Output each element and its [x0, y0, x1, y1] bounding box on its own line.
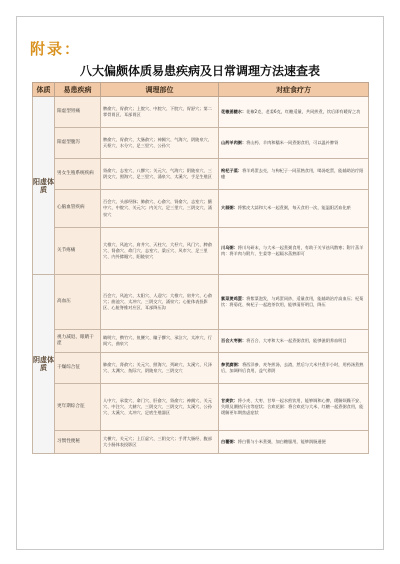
- therapy-cell: [219, 128, 369, 159]
- constitution-cell: 阳虚体质: [33, 97, 55, 275]
- therapy-cell: [219, 384, 369, 431]
- therapy-cell: [219, 353, 369, 384]
- therapy-text: 将羊鸡蛋去壳，与枸杞子一同蒸熟食用，喝汤吃蛋，能辅助治疗阳痿: [221, 167, 364, 179]
- disease-cell: 习惯性便秘: [55, 431, 101, 454]
- table-row: [33, 431, 369, 454]
- quick-reference-table: [32, 82, 369, 454]
- therapy-text: 将西洋参、麦冬煎汤，去渣，然后与大米共煮半小时，用药汤煮熟后，加调料后食用，益气养阴: [221, 361, 364, 373]
- points-cell: 脾俞穴、胃俞穴；上脘穴、中脘穴、下脘穴、胃舒穴；第二掌骨胃区、耳部胃区: [101, 97, 219, 128]
- points-cell: 睛明穴、攒竹穴、鱼腰穴、瞳子髎穴、承泣穴、太冲穴、行间穴、曲泉穴: [101, 330, 219, 353]
- therapy-name: 甘麦饮：: [221, 397, 238, 403]
- table-row: [33, 330, 369, 353]
- therapy-name: 参芪腐粥：: [221, 361, 242, 367]
- disease-cell: 男女生殖系统疾病: [55, 159, 101, 190]
- points-cell: 人中穴、承浆穴、命门穴、肝俞穴、肾俞穴；神阙穴、关元穴、中注穴、大赫穴、三阴交穴、三阴交穴、太溪穴、公孙穴、太溪穴、太冲穴、足底生殖器区: [101, 384, 219, 431]
- points-cell: 肺俞穴、肾俞穴；关元穴、照海穴、列缺穴、太溪穴、尺泽穴、太渊穴、鱼际穴、阴陵泉穴、三阴交穴: [101, 353, 219, 384]
- disease-cell: 阳虚型腹泻: [55, 128, 101, 159]
- therapy-cell: [219, 330, 369, 353]
- points-cell: 大横穴、关元穴；上巨虚穴、三阴交穴；手背大肠经、腹部大小肠体表投影区: [101, 431, 219, 454]
- table-row: [33, 228, 369, 275]
- therapy-text: 将百合、大枣和大米一起煮粥食用，能够滋阴养血明目: [246, 337, 347, 343]
- therapy-cell: [219, 190, 369, 228]
- therapy-cell: [219, 431, 369, 454]
- disease-cell: 心脑血管疾病: [55, 190, 101, 228]
- therapy-text: 花椒2克，老姜6克，红糖适量，共同煎煮，饮后即有暖胃之功: [246, 108, 361, 114]
- therapy-text: 将小麦、大枣、甘草一起水煎饮用，能够调和心脾，缓解烦躁不安、失眠及潮热汗出等症状；合欢花粥：将合欢花与大米、红糖一起煮粥食用，能缓解更年期焦虑症状: [221, 397, 364, 416]
- table-row: [33, 128, 369, 159]
- column-header-constitution: 体质: [33, 83, 55, 97]
- document-title: 八大偏颇体质易患疾病及日常调理方法速查表: [79, 64, 320, 78]
- therapy-name: 枸杞子蒸：: [221, 167, 242, 173]
- table-row: [33, 275, 369, 330]
- table-row: [33, 159, 369, 190]
- therapy-name: 山药羊肉粥：: [221, 139, 247, 145]
- therapy-name: 大蒜粥：: [221, 205, 238, 211]
- points-cell: 脾俞穴、胃俞穴、大肠俞穴；神阙穴、气海穴、阴陵泉穴、天枢穴、水分穴、足三里穴、公孙穴: [101, 128, 219, 159]
- points-cell: 大椎穴、风池穴、肩井穴、天柱穴、大杼穴、风门穴、脾俞穴、肾俞穴、命门穴、志室穴、梁丘穴、风市穴、足三里穴、内外膝眼穴、阳陵泉穴: [101, 228, 219, 275]
- therapy-text: 将川乌研末，与大米一起煮粥食用，有助于关节祛风散寒；附片蒸羊肉：将羊肉与附片、生姜等一起隔水蒸熟即可: [221, 244, 364, 256]
- therapy-name: 白薯粥：: [221, 438, 238, 444]
- therapy-cell: [219, 228, 369, 275]
- disease-cell: 干燥综合征: [55, 353, 101, 384]
- points-cell: 百会穴、风池穴、太阳穴、人迎穴；大椎穴、肩井穴、心俞穴；曲池穴、太冲穴、三阴交穴、涌泉穴；心脏体表投影区、心脏脊椎对应区、耳部降压沟: [101, 275, 219, 330]
- column-header-disease: 易患疾病: [55, 83, 101, 97]
- disease-cell: 阳虚型胃痛: [55, 97, 101, 128]
- therapy-cell: [219, 97, 369, 128]
- disease-cell: 高血压: [55, 275, 101, 330]
- therapy-name: 花椒姜糖水：: [221, 108, 247, 114]
- table-row: [33, 384, 369, 431]
- points-cell: 肾俞穴、志室穴、八髎穴；关元穴、气海穴；阴陵泉穴、三阴交穴、照海穴、足三里穴、涌泉穴、太溪穴、手足生殖区: [101, 159, 219, 190]
- table-row: [33, 190, 369, 228]
- therapy-name: 百合大枣粥：: [221, 337, 247, 343]
- disease-cell: 关节疼痛: [55, 228, 101, 275]
- table-row: [33, 353, 369, 384]
- appendix-label: 附录：: [30, 40, 82, 58]
- table-row: [33, 97, 369, 128]
- constitution-cell: 阴虚体质: [33, 275, 55, 454]
- therapy-name: 紫菜煲鸡蛋：: [221, 295, 247, 301]
- therapy-name: 川乌粥：: [221, 244, 238, 250]
- therapy-text: 将山药、羊肉和糯米一同煮粥食用，可以温补脾肾: [246, 139, 339, 145]
- therapy-cell: [219, 275, 369, 330]
- table-body: [33, 97, 369, 454]
- therapy-text: 将白薯与小米煮粥，加白糖服用，能够润肠通便: [237, 438, 326, 444]
- table-header-row: [33, 83, 369, 97]
- therapy-text: 将紫菜泡发，与鸡蛋同炒，适量食用，能辅助治疗高血压；杞菊饮：将菊花、枸杞子一起泡茶饮用，能够清肝明目，降压: [221, 295, 364, 307]
- disease-cell: 视力减退、眼睛干涩: [55, 330, 101, 353]
- quick-reference-table-wrap: [32, 82, 368, 454]
- points-cell: 百会穴、头部经脉；肺俞穴、心俞穴、肾俞穴、志室穴；膻中穴、中脘穴、关元穴；内关穴、足三里穴、三阴交穴、涌泉穴: [101, 190, 219, 228]
- column-header-points: 调理部位: [101, 83, 219, 97]
- therapy-cell: [219, 159, 369, 190]
- therapy-text: 将紫皮大蒜和大米一起煮粥，每天食用一次，能温阳活血化瘀: [237, 205, 351, 211]
- disease-cell: 更年期综合征: [55, 384, 101, 431]
- column-header-therapy: 对症食疗方: [219, 83, 369, 97]
